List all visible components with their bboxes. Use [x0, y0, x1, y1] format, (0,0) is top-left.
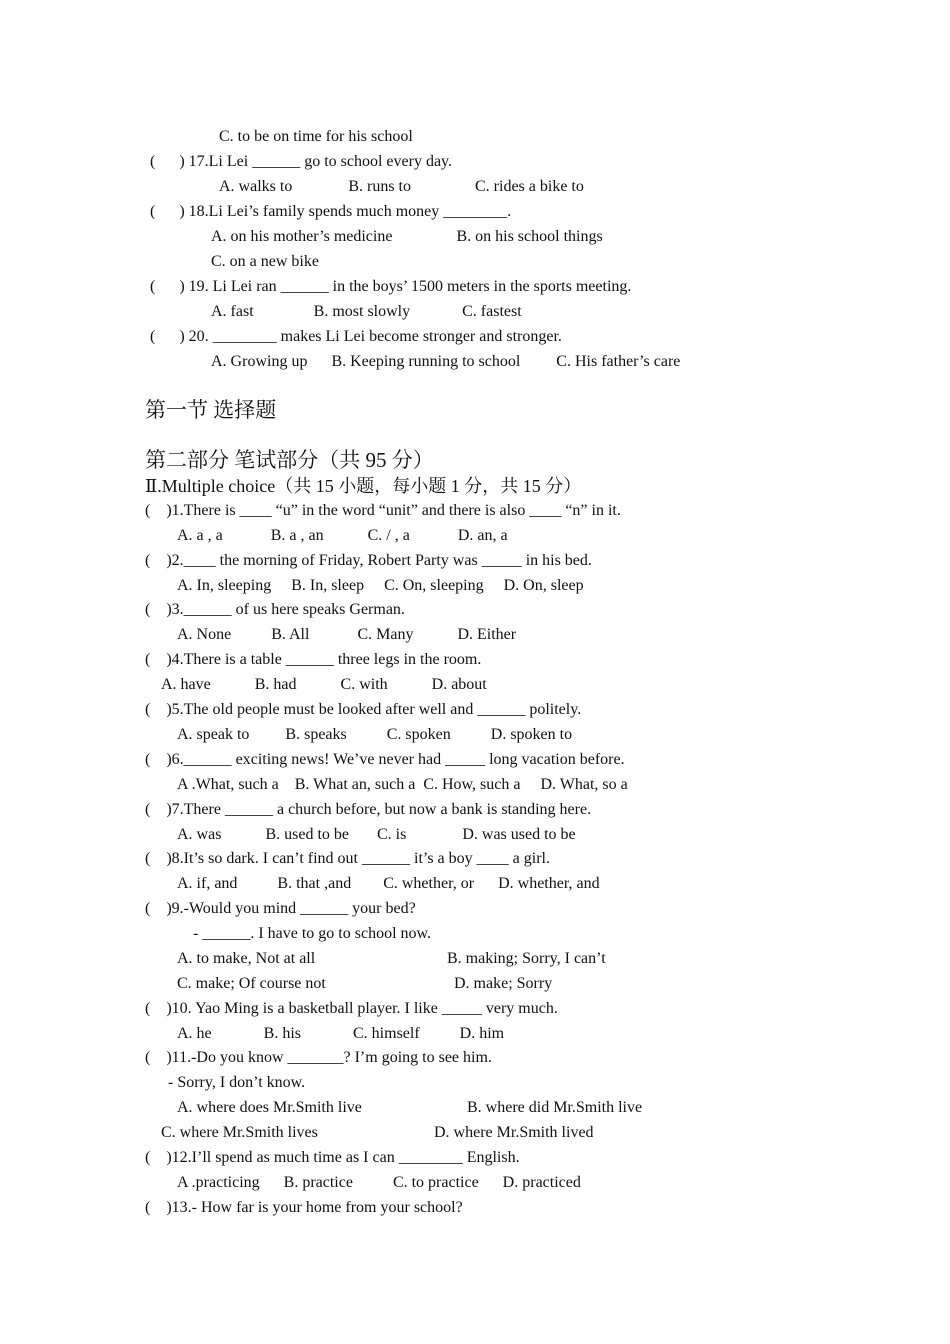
question-8-options: A. if, and B. that ,and C. whether, or D. whether, and — [177, 875, 600, 892]
question-17-options: A. walks to B. runs to C. rides a bike to — [219, 178, 584, 195]
section-heading-2: 第二部分 笔试部分（共 95 分） — [145, 448, 434, 472]
question-9-option-d: D. make; Sorry — [454, 975, 553, 992]
question-10: ( )10. Yao Ming is a basketball player. I like _____ very much. — [145, 1000, 558, 1017]
section-heading-1: 第一节 选择题 — [145, 398, 277, 422]
question-12-options: A .practicing B. practice C. to practice D. practiced — [177, 1174, 581, 1191]
question-11: ( )11.-Do you know _______? I’m going to see him. — [145, 1049, 492, 1066]
question-7-options: A. was B. used to be C. is D. was used to be — [177, 826, 576, 843]
question-9: ( )9.-Would you mind ______ your bed? — [145, 900, 416, 917]
question-18-option-c: C. on a new bike — [211, 253, 319, 270]
question-6: ( )6.______ exciting news! We’ve never had _____ long vacation before. — [145, 751, 625, 768]
question-6-options: A .What, such a B. What an, such a C. How, such a D. What, so a — [177, 776, 628, 793]
question-11-option-c: C. where Mr.Smith lives — [161, 1124, 318, 1141]
question-10-options: A. he B. his C. himself D. him — [177, 1025, 505, 1042]
question-2: ( )2.____ the morning of Friday, Robert Party was _____ in his bed. — [145, 552, 592, 569]
question-11-reply: - Sorry, I don’t know. — [168, 1074, 306, 1091]
question-7: ( )7.There ______ a church before, but now a bank is standing here. — [145, 801, 592, 818]
question-3: ( )3.______ of us here speaks German. — [145, 601, 405, 618]
question-9-reply: - ______. I have to go to school now. — [193, 925, 432, 942]
section-heading-3: Ⅱ.Multiple choice（共 15 小题，每小题 1 分，共 15 分） — [145, 476, 582, 496]
question-20: ( ) 20. ________ makes Li Lei become stronger and stronger. — [150, 328, 562, 345]
question-3-options: A. None B. All C. Many D. Either — [177, 626, 517, 643]
question-11-option-d: D. where Mr.Smith lived — [434, 1124, 594, 1141]
question-4-options: A. have B. had C. with D. about — [161, 676, 487, 693]
question-19: ( ) 19. Li Lei ran ______ in the boys’ 1500 meters in the sports meeting. — [150, 278, 632, 295]
question-9-option-c: C. make; Of course not — [177, 975, 326, 992]
question-4: ( )4.There is a table ______ three legs in the room. — [145, 651, 482, 668]
question-9-option-b: B. making; Sorry, I can’t — [447, 950, 606, 967]
question-5: ( )5.The old people must be looked after well and ______ politely. — [145, 701, 582, 718]
question-18: ( ) 18.Li Lei’s family spends much money ________. — [150, 203, 512, 220]
question-19-options: A. fast B. most slowly C. fastest — [211, 303, 522, 320]
question-9-option-a: A. to make, Not at all — [177, 950, 316, 967]
question-12: ( )12.I’ll spend as much time as I can ________ English. — [145, 1149, 520, 1166]
question-11-option-a: A. where does Mr.Smith live — [177, 1099, 362, 1116]
question-18-options: A. on his mother’s medicine B. on his school things — [211, 228, 603, 245]
option-line: C. to be on time for his school — [219, 128, 413, 145]
question-8: ( )8.It’s so dark. I can’t find out ______ it’s a boy ____ a girl. — [145, 850, 550, 867]
question-1-options: A. a , a B. a , an C. / , a D. an, a — [177, 527, 508, 544]
question-1: ( )1.There is ____ “u” in the word “unit” and there is also ____ “n” in it. — [145, 502, 621, 519]
question-11-option-b: B. where did Mr.Smith live — [467, 1099, 643, 1116]
question-5-options: A. speak to B. speaks C. spoken D. spoken to — [177, 726, 573, 743]
question-13: ( )13.- How far is your home from your school? — [145, 1199, 463, 1216]
question-20-options: A. Growing up B. Keeping running to school C. His father’s care — [211, 353, 681, 370]
question-2-options: A. In, sleeping B. In, sleep C. On, sleeping D. On, sleep — [177, 577, 584, 594]
question-17: ( ) 17.Li Lei ______ go to school every day. — [150, 153, 453, 170]
